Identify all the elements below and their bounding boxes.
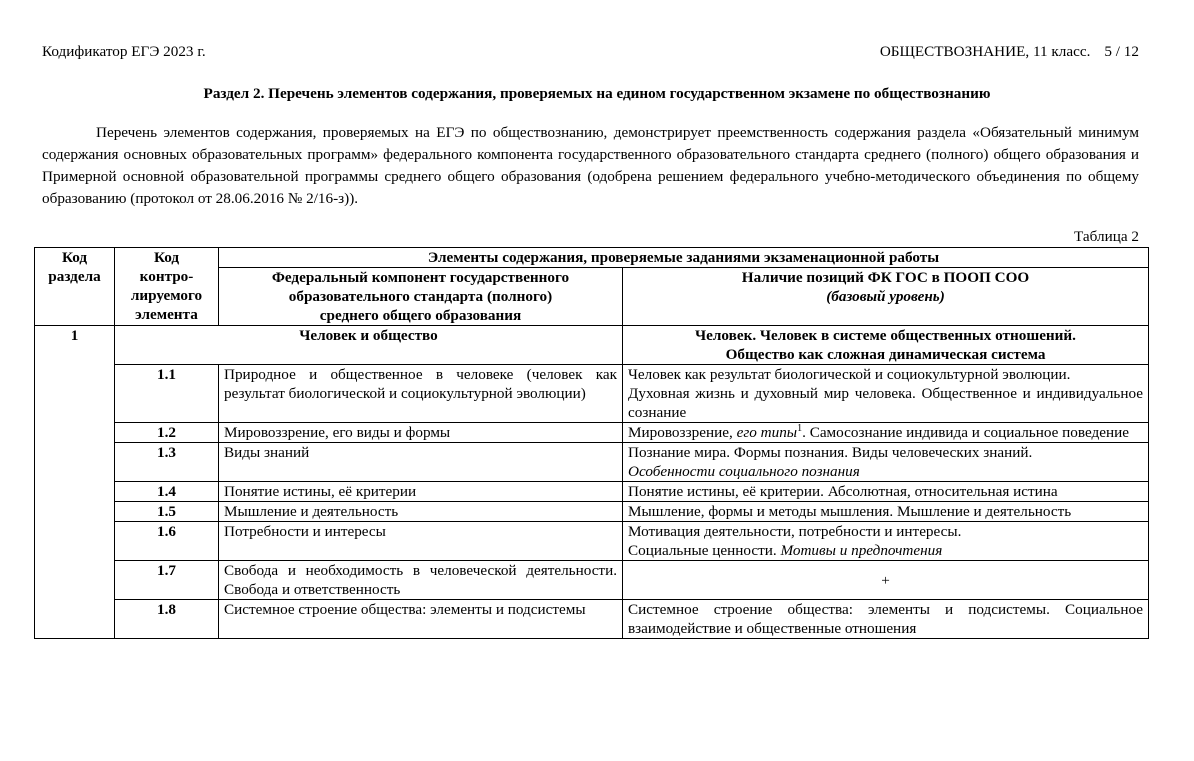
content-elements-table <box>34 247 1149 639</box>
element-code: 1.6 <box>115 522 219 561</box>
subject-label: ОБЩЕСТВОЗНАНИЕ, 11 класс. <box>879 43 1091 60</box>
intro-text: Перечень элементов содержания, проверяемых на ЕГЭ по обществознанию, демонстрирует преемственность содержания раздела «Обязательный минимум содержания основных образовательных программ» федерального компонента государственного образовательного стандарта среднего (полного) общего образования и Примерной основной образовательной программы среднего общего образования (одобрена решением федерального учебно-методического объединения по общему образованию (протокол от 28.06.2016 № 2/16-з)). <box>42 124 1139 207</box>
header-section-code: Код раздела <box>35 248 115 326</box>
poop-cell: Мировоззрение, его типы$^1$. Самосознание индивида и социальное поведение <box>623 423 1149 443</box>
element-code: 1.5 <box>115 502 219 522</box>
section-title-poop: Человек. Человек в системе общественных отношений. Общество как сложная динамическая система <box>623 326 1149 365</box>
header-element-code: Код контро- лируемого элемента <box>115 248 219 326</box>
element-code: 1.4 <box>115 482 219 502</box>
fk-cell: Понятие истины, её критерии <box>219 482 623 502</box>
document-header-right <box>880 42 1139 62</box>
page-number: 5 / 12 <box>1104 43 1139 60</box>
table-row <box>35 423 1149 443</box>
element-code: 1.7 <box>115 561 219 600</box>
poop-cell: Понятие истины, её критерии. Абсолютная, относительная истина <box>623 482 1149 502</box>
element-code: 1.1 <box>115 365 219 423</box>
fk-cell: Мировоззрение, его виды и формы <box>219 423 623 443</box>
fk-cell: Системное строение общества: элементы и подсистемы <box>219 600 623 639</box>
table-row <box>35 522 1149 561</box>
section-title: Раздел 2. Перечень элементов содержания, проверяемых на едином государственном экзамене по обществознанию <box>203 85 991 102</box>
element-code: 1.3 <box>115 443 219 482</box>
table-row <box>35 561 1149 600</box>
header-poop: Наличие позиций ФК ГОС в ПООП СОО (базовый уровень) <box>623 268 1149 326</box>
fk-cell: Виды знаний <box>219 443 623 482</box>
fk-cell: Свобода и необходимость в человеческой деятельности. Свобода и ответственность <box>219 561 623 600</box>
fk-cell: Мышление и деятельность <box>219 502 623 522</box>
element-code: 1.8 <box>115 600 219 639</box>
section-code: 1 <box>35 326 115 639</box>
table-row <box>35 600 1149 639</box>
header-fk-gos: Федеральный компонент государственного образовательного стандарта (полного) среднего общего образования <box>219 268 623 326</box>
table-caption: Таблица 2 <box>1074 228 1139 245</box>
table-row <box>35 502 1149 522</box>
intro-paragraph <box>42 122 1139 210</box>
table-row <box>35 443 1149 482</box>
fk-cell: Природное и общественное в человеке (человек как результат биологической и социокультурной эволюции) <box>219 365 623 423</box>
document-header-left: Кодификатор ЕГЭ 2023 г. <box>42 43 206 60</box>
poop-cell: Системное строение общества: элементы и подсистемы. Социальное взаимодействие и общественные отношения <box>623 600 1149 639</box>
poop-cell: Мотивация деятельности, потребности и интересы. Социальные ценности. Мотивы и предпочтения <box>623 522 1149 561</box>
element-code: 1.2 <box>115 423 219 443</box>
header-elements: Элементы содержания, проверяемые заданиями экзаменационной работы <box>219 248 1149 268</box>
table-row <box>35 365 1149 423</box>
poop-cell: Мышление, формы и методы мышления. Мышление и деятельность <box>623 502 1149 522</box>
poop-cell: Человек как результат биологической и социокультурной эволюции. Духовная жизнь и духовный мир человека. Общественное и индивидуальное сознание <box>623 365 1149 423</box>
poop-cell: Познание мира. Формы познания. Виды человеческих знаний. Особенности социального познания <box>623 443 1149 482</box>
section-row <box>35 326 1149 365</box>
fk-cell: Потребности и интересы <box>219 522 623 561</box>
section-title-fk: Человек и общество <box>115 326 623 365</box>
table-row <box>35 482 1149 502</box>
poop-cell: + <box>623 561 1149 600</box>
table-header-row <box>35 248 1149 268</box>
